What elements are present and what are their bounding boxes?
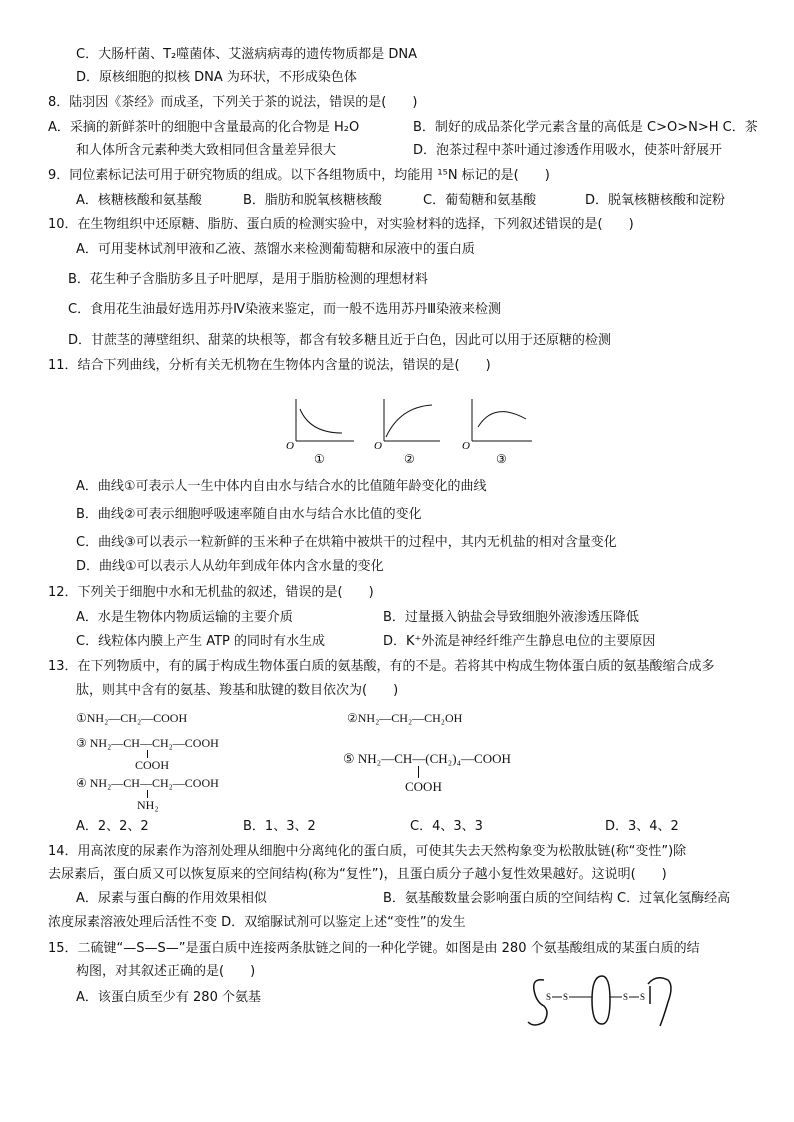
question-15-cont: 构图，对其叙述正确的是( )	[76, 964, 256, 979]
disulfide-s1: S	[546, 992, 552, 1002]
q9-option-b: B．脂肪和脱氧核糖核酸	[243, 193, 382, 208]
question-11: 11．结合下列曲线，分析有关无机物在生物体内含量的说法，错误的是( )	[48, 358, 491, 373]
q14-option-cd-cont: 浓度尿素溶液处理后活性不变 D．双缩脲试剂可以鉴定上述“变性”的发生	[48, 915, 466, 930]
question-9: 9．同位素标记法可用于研究物质的组成。以下各组物质中，均能用 ¹⁵N 标记的是( )	[48, 168, 550, 183]
q8-option-d: D．泡茶过程中茶叶通过渗透作用吸水，使茶叶舒展开	[413, 143, 723, 158]
molecule-4-sub: NH₂	[137, 798, 159, 812]
graph-label-3: ③	[496, 452, 507, 466]
graph-3	[462, 399, 532, 466]
question-15: 15．二硫键“—S—S—”是蛋白质中连接两条肽链之间的一种化学键。如图是由 280 个氨基酸组成的某蛋白质的结	[48, 941, 700, 956]
graph-1	[286, 399, 354, 466]
molecule-3: ③ NH₂—CH—CH₂—COOH	[76, 736, 219, 750]
q8-option-b: B．制好的成品茶化学元素含量的高低是 C>O>N>H C．茶	[413, 120, 758, 135]
curve-graphs	[280, 393, 560, 468]
q11-option-d: D．曲线①可以表示人从幼年到成年体内含水量的变化	[76, 559, 384, 574]
molecule-5-bond	[418, 766, 419, 778]
graph-label-2: ②	[404, 452, 415, 466]
origin-label-3: O	[462, 440, 470, 452]
q9-option-d: D．脱氧核糖核酸和淀粉	[585, 193, 726, 208]
q11-option-c: C．曲线③可以表示一粒新鲜的玉米种子在烘箱中被烘干的过程中，其内无机盐的相对含量变化	[76, 535, 617, 550]
q9-option-a: A．核糖核酸和氨基酸	[76, 193, 202, 208]
graph-label-1: ①	[314, 452, 325, 466]
q14-option-a: A．尿素与蛋白酶的作用效果相似	[76, 891, 267, 906]
molecule-2: ②NH₂—CH₂—CH₂OH	[347, 711, 463, 725]
option-d-prev: D．原核细胞的拟核 DNA 为环状，不形成染色体	[76, 70, 357, 85]
disulfide-s2: S	[563, 992, 569, 1002]
option-c-prev: C．大肠杆菌、T₂噬菌体、艾滋病病毒的遗传物质都是 DNA	[76, 47, 417, 62]
question-14-cont: 去尿素后，蛋白质又可以恢复原来的空间结构(称为“复性”)，且蛋白质分子越小复性效果越好。这说明( )	[48, 867, 667, 882]
question-14: 14．用高浓度的尿素作为溶剂处理从细胞中分离纯化的蛋白质，可使其失去天然构象变为松散肽链(称“变性”)除	[48, 844, 687, 859]
q13-option-c: C．4、3、3	[410, 819, 483, 834]
molecule-4-bond	[147, 790, 148, 798]
molecule-4: ④ NH₂—CH—CH₂—COOH	[76, 776, 219, 790]
disulfide-s3: S	[623, 992, 629, 1002]
q11-option-b: B．曲线②可表示细胞呼吸速率随自由水与结合水比值的变化	[76, 507, 422, 522]
q14-option-bc: B．氨基酸数量会影响蛋白质的空间结构 C．过氧化氢酶经高	[383, 891, 731, 906]
question-8: 8．陆羽因《茶经》而成圣，下列关于茶的说法，错误的是( )	[48, 95, 418, 110]
question-12: 12．下列关于细胞中水和无机盐的叙述，错误的是( )	[48, 585, 374, 600]
q10-option-d: D．甘蔗茎的薄壁组织、甜菜的块根等，都含有较多糖且近于白色，因此可以用于还原糖的检测	[68, 333, 612, 348]
q12-option-d: D．K⁺外流是神经纤维产生静息电位的主要原因	[383, 634, 656, 649]
q8-option-c-cont: 和人体所含元素种类大致相同但含量差异很大	[76, 143, 337, 158]
q12-option-b: B．过量摄入钠盐会导致细胞外液渗透压降低	[383, 610, 639, 625]
question-13-cont: 肽，则其中含有的氨基、羧基和肽键的数目依次为( )	[76, 683, 399, 698]
question-13: 13．在下列物质中，有的属于构成生物体蛋白质的氨基酸，有的不是。若将其中构成生物体蛋白质的氨基酸缩合成多	[48, 659, 715, 674]
molecule-3-sub: COOH	[135, 758, 170, 772]
protein-structure-diagram	[522, 972, 702, 1032]
molecule-3-bond	[147, 750, 148, 758]
q10-option-b: B．花生种子含脂肪多且子叶肥厚，是用于脂肪检测的理想材料	[68, 272, 428, 287]
disulfide-s4: S	[640, 992, 646, 1002]
q13-option-d: D．3、4、2	[605, 819, 679, 834]
origin-label-1: O	[286, 440, 294, 452]
q10-option-c: C．食用花生油最好选用苏丹Ⅳ染液来鉴定，而一般不选用苏丹Ⅲ染液来检测	[68, 302, 502, 317]
q10-option-a: A．可用斐林试剂甲液和乙液、蒸馏水来检测葡萄糖和尿液中的蛋白质	[76, 242, 475, 257]
origin-label-2: O	[374, 440, 382, 452]
question-10: 10．在生物组织中还原糖、脂肪、蛋白质的检测实验中，对实验材料的选择，下列叙述错误的是( )	[48, 217, 634, 232]
q13-option-b: B．1、3、2	[243, 819, 316, 834]
q9-option-c: C．葡萄糖和氨基酸	[423, 193, 537, 208]
molecule-5-sub: COOH	[405, 779, 442, 794]
q12-option-a: A．水是生物体内物质运输的主要介质	[76, 610, 293, 625]
q13-option-a: A．2、2、2	[76, 819, 149, 834]
molecule-5: ⑤ NH₂—CH—(CH₂)₄—COOH	[343, 751, 511, 766]
q11-option-a: A．曲线①可表示人一生中体内自由水与结合水的比值随年龄变化的曲线	[76, 479, 487, 494]
q12-option-c: C．线粒体内膜上产生 ATP 的同时有水生成	[76, 634, 326, 649]
q8-option-a: A．采摘的新鲜茶叶的细胞中含量最高的化合物是 H₂O	[48, 120, 360, 135]
graph-2	[374, 399, 440, 466]
q15-option-a: A．该蛋白质至少有 280 个氨基	[76, 990, 261, 1005]
molecule-1: ①NH₂—CH₂—COOH	[76, 711, 188, 725]
